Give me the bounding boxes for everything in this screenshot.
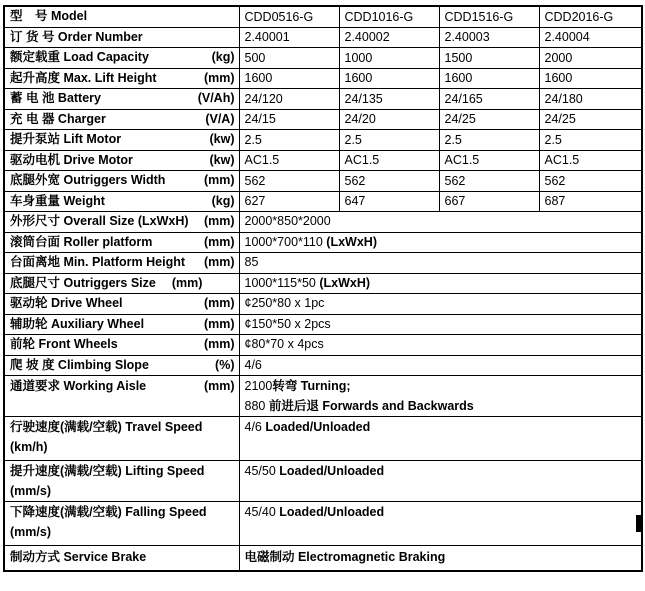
value-cell: 647 bbox=[339, 191, 439, 212]
row-label-cell bbox=[4, 130, 239, 151]
row-unit: (mm) bbox=[203, 379, 235, 393]
table-row bbox=[4, 150, 642, 171]
row-label: 型 号 Model bbox=[10, 9, 88, 23]
row-unit: (mm) bbox=[203, 173, 235, 187]
value-line bbox=[245, 503, 638, 523]
value-line bbox=[245, 377, 638, 397]
value-cell: 1600 bbox=[439, 68, 539, 89]
row-unit: (mm) bbox=[203, 70, 235, 85]
row-label-cell bbox=[4, 546, 239, 571]
row-unit: (V/A) bbox=[205, 111, 235, 126]
row-label-cell bbox=[4, 253, 239, 274]
value-cell: 562 bbox=[539, 171, 642, 192]
value-text: 4/6 bbox=[244, 420, 266, 434]
value-cell: 687 bbox=[539, 191, 642, 212]
value-cell-merged bbox=[239, 335, 642, 356]
row-label-cell bbox=[4, 376, 239, 417]
row-unit: (km/h) bbox=[10, 439, 48, 454]
value-cell-merged bbox=[239, 314, 642, 335]
table-row bbox=[4, 6, 642, 27]
row-unit: (%) bbox=[215, 357, 235, 372]
row-label: 底腿尺寸 Outriggers Size bbox=[10, 275, 156, 290]
row-label: 滚筒台面 Roller platform bbox=[10, 234, 153, 249]
value-line bbox=[245, 315, 638, 335]
value-text: Loaded/Unloaded bbox=[265, 420, 371, 434]
value-cell-merged bbox=[239, 546, 642, 571]
row-label: 车身重量 Weight bbox=[10, 193, 105, 208]
value-line bbox=[245, 548, 638, 568]
row-unit: (mm/s) bbox=[10, 483, 51, 498]
value-cell: 1600 bbox=[339, 68, 439, 89]
value-text: 45/50 bbox=[244, 464, 280, 478]
table-row bbox=[4, 171, 642, 192]
value-line bbox=[245, 397, 638, 417]
value-cell-merged bbox=[239, 502, 642, 546]
value-text: 1000*115*50 bbox=[244, 275, 320, 290]
value-cell: 667 bbox=[439, 191, 539, 212]
row-label-cell bbox=[4, 314, 239, 335]
value-cell: 24/135 bbox=[339, 89, 439, 110]
row-label-cell bbox=[4, 109, 239, 130]
row-label: 行驶速度(满载/空载) Travel Speed bbox=[10, 420, 203, 434]
value-cell: 1600 bbox=[239, 68, 339, 89]
row-label-cell bbox=[4, 335, 239, 356]
table-row bbox=[4, 68, 642, 89]
value-cell: 2.40004 bbox=[539, 27, 642, 48]
value-cell: 1500 bbox=[439, 48, 539, 69]
table-row bbox=[4, 294, 642, 315]
value-text: 电磁制动 Electromagnetic Braking bbox=[244, 550, 446, 564]
value-text: 前进后退 Forwards and Backwards bbox=[268, 398, 474, 413]
row-unit: (mm) bbox=[203, 296, 235, 310]
value-text: 45/40 bbox=[244, 505, 280, 519]
value-text: ¢250*80 x 1pc bbox=[244, 296, 325, 310]
row-unit: (kg) bbox=[211, 193, 235, 208]
spec-table-body bbox=[4, 6, 642, 571]
row-unit: (mm) bbox=[203, 234, 235, 249]
table-row bbox=[4, 27, 642, 48]
table-row bbox=[4, 461, 642, 502]
value-cell: AC1.5 bbox=[339, 150, 439, 171]
value-cell: CDD2016-G bbox=[539, 6, 642, 27]
value-cell: 562 bbox=[239, 171, 339, 192]
value-cell: 2.5 bbox=[539, 130, 642, 151]
table-row bbox=[4, 502, 642, 546]
value-cell: 1600 bbox=[539, 68, 642, 89]
row-unit: (V/Ah) bbox=[197, 91, 235, 105]
row-unit: (mm) bbox=[203, 214, 235, 228]
row-unit: (mm) bbox=[203, 316, 235, 331]
value-cell: 24/165 bbox=[439, 89, 539, 110]
row-unit: (mm) bbox=[203, 337, 235, 351]
value-line bbox=[245, 233, 638, 253]
row-label-cell bbox=[4, 89, 239, 110]
row-label-cell bbox=[4, 6, 239, 27]
row-label: 起升高度 Max. Lift Height bbox=[10, 70, 157, 85]
row-label: 制动方式 Service Brake bbox=[10, 550, 147, 564]
table-row bbox=[4, 417, 642, 461]
value-cell: 627 bbox=[239, 191, 339, 212]
value-cell: CDD1516-G bbox=[439, 6, 539, 27]
value-text: 2100 bbox=[244, 379, 273, 393]
value-text: (LxWxH) bbox=[326, 234, 377, 249]
value-cell: 2.40002 bbox=[339, 27, 439, 48]
value-cell: AC1.5 bbox=[239, 150, 339, 171]
row-label-cell bbox=[4, 417, 239, 461]
value-cell: CDD0516-G bbox=[239, 6, 339, 27]
value-line bbox=[245, 462, 638, 482]
table-row bbox=[4, 109, 642, 130]
row-unit: (mm) bbox=[171, 275, 203, 290]
value-cell: 562 bbox=[439, 171, 539, 192]
table-row bbox=[4, 232, 642, 253]
value-line bbox=[245, 274, 638, 294]
row-label-cell bbox=[4, 171, 239, 192]
row-unit: (kg) bbox=[211, 50, 235, 64]
value-text: ¢80*70 x 4pcs bbox=[244, 337, 324, 351]
row-label-cell bbox=[4, 355, 239, 376]
table-row bbox=[4, 376, 642, 417]
row-label-cell bbox=[4, 212, 239, 233]
value-text: 85 bbox=[244, 255, 259, 269]
value-cell: 2.40003 bbox=[439, 27, 539, 48]
spec-table bbox=[3, 5, 643, 572]
table-row bbox=[4, 130, 642, 151]
row-label-cell bbox=[4, 232, 239, 253]
row-label: 下降速度(满载/空载) Falling Speed bbox=[10, 505, 207, 519]
value-cell: 500 bbox=[239, 48, 339, 69]
value-cell-merged bbox=[239, 294, 642, 315]
row-label: 爬 坡 度 Climbing Slope bbox=[10, 357, 149, 372]
row-label-cell bbox=[4, 150, 239, 171]
value-cell: 24/15 bbox=[239, 109, 339, 130]
value-text: 2000*850*2000 bbox=[244, 214, 331, 228]
table-row bbox=[4, 335, 642, 356]
table-row bbox=[4, 314, 642, 335]
table-row bbox=[4, 191, 642, 212]
value-line bbox=[245, 335, 638, 355]
value-line bbox=[245, 253, 638, 273]
value-cell: 2.5 bbox=[239, 130, 339, 151]
value-cell-merged bbox=[239, 212, 642, 233]
value-text: 1000*700*110 bbox=[244, 234, 327, 249]
value-text: 880 bbox=[244, 398, 269, 413]
row-label: 外形尺寸 Overall Size (LxWxH) bbox=[10, 214, 189, 228]
value-cell: CDD1016-G bbox=[339, 6, 439, 27]
value-text: ¢150*50 x 2pcs bbox=[244, 316, 331, 331]
row-label-cell bbox=[4, 68, 239, 89]
row-unit: (kw) bbox=[209, 132, 235, 146]
value-cell: 2.40001 bbox=[239, 27, 339, 48]
table-row bbox=[4, 212, 642, 233]
table-row bbox=[4, 273, 642, 294]
row-label: 驱动电机 Drive Motor bbox=[10, 152, 133, 167]
table-row bbox=[4, 355, 642, 376]
value-cell: 1000 bbox=[339, 48, 439, 69]
value-cell: 2.5 bbox=[439, 130, 539, 151]
value-cell: 24/120 bbox=[239, 89, 339, 110]
row-unit: (mm) bbox=[203, 255, 235, 269]
value-cell: 2000 bbox=[539, 48, 642, 69]
value-cell-merged bbox=[239, 461, 642, 502]
value-cell: 24/180 bbox=[539, 89, 642, 110]
value-cell: AC1.5 bbox=[439, 150, 539, 171]
row-unit: (kw) bbox=[209, 152, 235, 167]
row-label: 额定载重 Load Capacity bbox=[10, 50, 149, 64]
row-label: 辅助轮 Auxiliary Wheel bbox=[10, 316, 145, 331]
row-label: 蓄 电 池 Battery bbox=[10, 91, 101, 105]
row-label: 台面离地 Min. Platform Height bbox=[10, 255, 186, 269]
row-label: 前轮 Front Wheels bbox=[10, 337, 118, 351]
value-cell: 24/25 bbox=[539, 109, 642, 130]
value-line bbox=[245, 212, 638, 232]
value-cell: 2.5 bbox=[339, 130, 439, 151]
row-label: 提升泵站 Lift Motor bbox=[10, 132, 122, 146]
row-label: 充 电 器 Charger bbox=[10, 111, 106, 126]
value-text: (LxWxH) bbox=[319, 275, 371, 290]
row-label: 订 货 号 Order Number bbox=[10, 29, 143, 44]
table-row bbox=[4, 546, 642, 571]
row-label-cell bbox=[4, 273, 239, 294]
right-border-artifact bbox=[636, 515, 641, 532]
row-label-cell bbox=[4, 502, 239, 546]
value-cell-merged bbox=[239, 417, 642, 461]
value-text: Loaded/Unloaded bbox=[279, 505, 385, 519]
row-label-cell bbox=[4, 48, 239, 69]
value-cell-merged bbox=[239, 253, 642, 274]
row-label-cell bbox=[4, 294, 239, 315]
value-cell: 24/20 bbox=[339, 109, 439, 130]
row-label: 通道要求 Working Aisle bbox=[10, 379, 147, 393]
table-row bbox=[4, 48, 642, 69]
value-line bbox=[245, 418, 638, 438]
value-cell-merged bbox=[239, 232, 642, 253]
table-row bbox=[4, 253, 642, 274]
row-label: 驱动轮 Drive Wheel bbox=[10, 296, 123, 310]
value-cell-merged bbox=[239, 376, 642, 417]
row-label-cell bbox=[4, 27, 239, 48]
value-cell: 562 bbox=[339, 171, 439, 192]
row-label: 底腿外宽 Outriggers Width bbox=[10, 173, 166, 187]
row-label-cell bbox=[4, 191, 239, 212]
value-text: 转弯 Turning; bbox=[272, 379, 351, 393]
row-label-cell bbox=[4, 461, 239, 502]
value-line bbox=[245, 294, 638, 314]
value-text: Loaded/Unloaded bbox=[279, 464, 385, 478]
value-cell-merged bbox=[239, 273, 642, 294]
value-cell: 24/25 bbox=[439, 109, 539, 130]
value-cell-merged bbox=[239, 355, 642, 376]
value-cell: AC1.5 bbox=[539, 150, 642, 171]
value-line bbox=[245, 356, 638, 376]
table-row bbox=[4, 89, 642, 110]
row-label: 提升速度(满载/空载) Lifting Speed bbox=[10, 464, 205, 478]
row-unit: (mm/s) bbox=[10, 524, 51, 539]
value-text: 4/6 bbox=[244, 357, 262, 372]
